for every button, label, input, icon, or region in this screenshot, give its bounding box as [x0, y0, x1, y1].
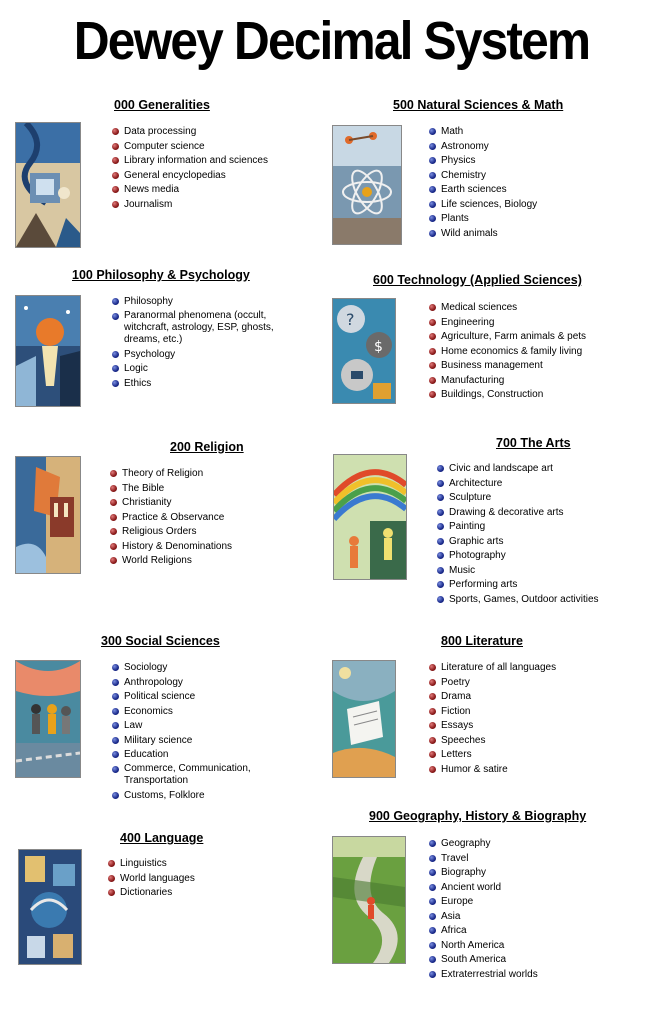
blue-bullet-icon	[112, 693, 119, 700]
list-item: Buildings, Construction	[429, 388, 586, 403]
list-item: Data processing	[112, 125, 268, 140]
list-item: Customs, Folklore	[112, 789, 274, 804]
red-bullet-icon	[429, 348, 436, 355]
section-heading-100: 100 Philosophy & Psychology	[72, 268, 250, 282]
list-item: Architecture	[437, 477, 599, 492]
list-item: Ancient world	[429, 881, 538, 896]
section-heading-300: 300 Social Sciences	[101, 634, 220, 648]
list-item: Practice & Observance	[110, 511, 232, 526]
section-list-800	[429, 661, 556, 777]
language-illustration	[18, 849, 82, 965]
list-item: Theory of Religion	[110, 467, 232, 482]
list-item: News media	[112, 183, 268, 198]
section-list-100	[112, 295, 302, 391]
blue-bullet-icon	[429, 942, 436, 949]
blue-bullet-icon	[112, 380, 119, 387]
blue-bullet-icon	[437, 465, 444, 472]
geography-illustration	[332, 836, 406, 964]
section-list-500	[429, 125, 537, 241]
list-item: Extraterrestrial worlds	[429, 968, 538, 983]
red-bullet-icon	[112, 143, 119, 150]
section-heading-700: 700 The Arts	[496, 436, 571, 450]
blue-bullet-icon	[429, 186, 436, 193]
list-item: Fiction	[429, 705, 556, 720]
list-item: Ethics	[112, 377, 302, 392]
list-item: Geography	[429, 837, 538, 852]
blue-bullet-icon	[112, 298, 119, 305]
blue-bullet-icon	[437, 567, 444, 574]
list-item: History & Denominations	[110, 540, 232, 555]
list-item: Economics	[112, 705, 274, 720]
list-item: Biography	[429, 866, 538, 881]
blue-bullet-icon	[429, 898, 436, 905]
list-item: Paranormal phenomena (occult, witchcraft, astrology, ESP, ghosts, dreams, etc.)	[112, 310, 302, 348]
red-bullet-icon	[112, 201, 119, 208]
red-bullet-icon	[112, 186, 119, 193]
list-item: Sports, Games, Outdoor activities	[437, 593, 599, 608]
arts-illustration	[333, 454, 407, 580]
blue-bullet-icon	[437, 480, 444, 487]
list-item: Music	[437, 564, 599, 579]
blue-bullet-icon	[429, 215, 436, 222]
blue-bullet-icon	[429, 927, 436, 934]
list-item: Civic and landscape art	[437, 462, 599, 477]
blue-bullet-icon	[112, 664, 119, 671]
blue-bullet-icon	[429, 971, 436, 978]
technology-illustration	[332, 298, 396, 404]
blue-bullet-icon	[429, 840, 436, 847]
red-bullet-icon	[429, 766, 436, 773]
blue-bullet-icon	[437, 509, 444, 516]
list-item: Computer science	[112, 140, 268, 155]
section-list-400	[108, 857, 195, 901]
blue-bullet-icon	[429, 855, 436, 862]
list-item: Christianity	[110, 496, 232, 511]
list-item: General encyclopedias	[112, 169, 268, 184]
red-bullet-icon	[110, 485, 117, 492]
section-heading-800: 800 Literature	[441, 634, 523, 648]
red-bullet-icon	[429, 708, 436, 715]
list-item: Math	[429, 125, 537, 140]
blue-bullet-icon	[112, 737, 119, 744]
red-bullet-icon	[429, 664, 436, 671]
blue-bullet-icon	[429, 884, 436, 891]
list-item: Linguistics	[108, 857, 195, 872]
list-item: Drawing & decorative arts	[437, 506, 599, 521]
list-item: Agriculture, Farm animals & pets	[429, 330, 586, 345]
red-bullet-icon	[429, 362, 436, 369]
section-heading-900: 900 Geography, History & Biography	[369, 809, 587, 823]
red-bullet-icon	[429, 679, 436, 686]
section-heading-500: 500 Natural Sciences & Math	[393, 98, 564, 112]
list-item: Drama	[429, 690, 556, 705]
list-item: Photography	[437, 549, 599, 564]
section-list-900	[429, 837, 538, 982]
svg-text:$: $	[374, 339, 383, 355]
blue-bullet-icon	[429, 172, 436, 179]
blue-bullet-icon	[112, 351, 119, 358]
list-item: Speeches	[429, 734, 556, 749]
section-list-600	[429, 301, 586, 403]
list-item: Medical sciences	[429, 301, 586, 316]
list-item: Performing arts	[437, 578, 599, 593]
red-bullet-icon	[108, 875, 115, 882]
list-item: Engineering	[429, 316, 586, 331]
list-item: Physics	[429, 154, 537, 169]
section-heading-000: 000 Generalities	[114, 98, 210, 112]
section-list-200	[110, 467, 232, 569]
red-bullet-icon	[110, 543, 117, 550]
list-item: World languages	[108, 872, 195, 887]
list-item: Europe	[429, 895, 538, 910]
red-bullet-icon	[429, 722, 436, 729]
list-item: Psychology	[112, 348, 302, 363]
blue-bullet-icon	[437, 538, 444, 545]
red-bullet-icon	[110, 514, 117, 521]
red-bullet-icon	[429, 377, 436, 384]
red-bullet-icon	[429, 304, 436, 311]
philosophy-illustration	[15, 295, 81, 407]
list-item: Manufacturing	[429, 374, 586, 389]
list-item: Graphic arts	[437, 535, 599, 550]
religion-illustration	[15, 456, 81, 574]
list-item: Dictionaries	[108, 886, 195, 901]
section-heading-600: 600 Technology (Applied Sciences)	[373, 273, 582, 287]
list-item: Law	[112, 719, 274, 734]
list-item: Asia	[429, 910, 538, 925]
page-title: Dewey Decimal System	[73, 11, 590, 71]
blue-bullet-icon	[112, 722, 119, 729]
list-item: Life sciences, Biology	[429, 198, 537, 213]
list-item: Africa	[429, 924, 538, 939]
list-item: Chemistry	[429, 169, 537, 184]
list-item: Humor & satire	[429, 763, 556, 778]
section-list-700	[437, 462, 599, 607]
list-item: Military science	[112, 734, 274, 749]
red-bullet-icon	[110, 470, 117, 477]
blue-bullet-icon	[112, 751, 119, 758]
list-item: Sculpture	[437, 491, 599, 506]
blue-bullet-icon	[429, 157, 436, 164]
red-bullet-icon	[429, 319, 436, 326]
list-item: Religious Orders	[110, 525, 232, 540]
list-item: Journalism	[112, 198, 268, 213]
red-bullet-icon	[112, 172, 119, 179]
blue-bullet-icon	[429, 869, 436, 876]
blue-bullet-icon	[112, 313, 119, 320]
generalities-illustration	[15, 122, 81, 248]
red-bullet-icon	[108, 860, 115, 867]
blue-bullet-icon	[437, 552, 444, 559]
red-bullet-icon	[429, 751, 436, 758]
list-item: Political science	[112, 690, 274, 705]
social-sciences-illustration	[15, 660, 81, 778]
blue-bullet-icon	[429, 956, 436, 963]
svg-text:?: ?	[346, 310, 355, 329]
blue-bullet-icon	[437, 596, 444, 603]
blue-bullet-icon	[112, 365, 119, 372]
section-heading-200: 200 Religion	[170, 440, 244, 454]
list-item: Travel	[429, 852, 538, 867]
list-item: Logic	[112, 362, 302, 377]
blue-bullet-icon	[429, 201, 436, 208]
red-bullet-icon	[112, 128, 119, 135]
red-bullet-icon	[112, 157, 119, 164]
blue-bullet-icon	[429, 913, 436, 920]
red-bullet-icon	[110, 557, 117, 564]
red-bullet-icon	[429, 391, 436, 398]
blue-bullet-icon	[112, 766, 119, 773]
list-item: South America	[429, 953, 538, 968]
red-bullet-icon	[110, 499, 117, 506]
list-item: Letters	[429, 748, 556, 763]
list-item: Painting	[437, 520, 599, 535]
blue-bullet-icon	[429, 143, 436, 150]
list-item: The Bible	[110, 482, 232, 497]
list-item: Library information and sciences	[112, 154, 268, 169]
blue-bullet-icon	[429, 230, 436, 237]
list-item: Business management	[429, 359, 586, 374]
section-heading-400: 400 Language	[120, 831, 204, 845]
blue-bullet-icon	[437, 494, 444, 501]
list-item: Sociology	[112, 661, 274, 676]
blue-bullet-icon	[437, 523, 444, 530]
list-item: Literature of all languages	[429, 661, 556, 676]
blue-bullet-icon	[112, 679, 119, 686]
blue-bullet-icon	[429, 128, 436, 135]
blue-bullet-icon	[437, 581, 444, 588]
section-list-300	[112, 661, 274, 803]
blue-bullet-icon	[112, 708, 119, 715]
section-list-000	[112, 125, 268, 212]
red-bullet-icon	[429, 737, 436, 744]
red-bullet-icon	[110, 528, 117, 535]
list-item: Wild animals	[429, 227, 537, 242]
red-bullet-icon	[429, 693, 436, 700]
list-item: World Religions	[110, 554, 232, 569]
list-item: Earth sciences	[429, 183, 537, 198]
red-bullet-icon	[429, 333, 436, 340]
list-item: Anthropology	[112, 676, 274, 691]
list-item: Plants	[429, 212, 537, 227]
natural-sciences-illustration	[332, 125, 402, 245]
list-item: Astronomy	[429, 140, 537, 155]
list-item: Poetry	[429, 676, 556, 691]
blue-bullet-icon	[112, 792, 119, 799]
list-item: Philosophy	[112, 295, 302, 310]
list-item: Commerce, Communication, Transportation	[112, 763, 274, 789]
list-item: North America	[429, 939, 538, 954]
red-bullet-icon	[108, 889, 115, 896]
list-item: Education	[112, 748, 274, 763]
literature-illustration	[332, 660, 396, 778]
list-item: Essays	[429, 719, 556, 734]
list-item: Home economics & family living	[429, 345, 586, 360]
